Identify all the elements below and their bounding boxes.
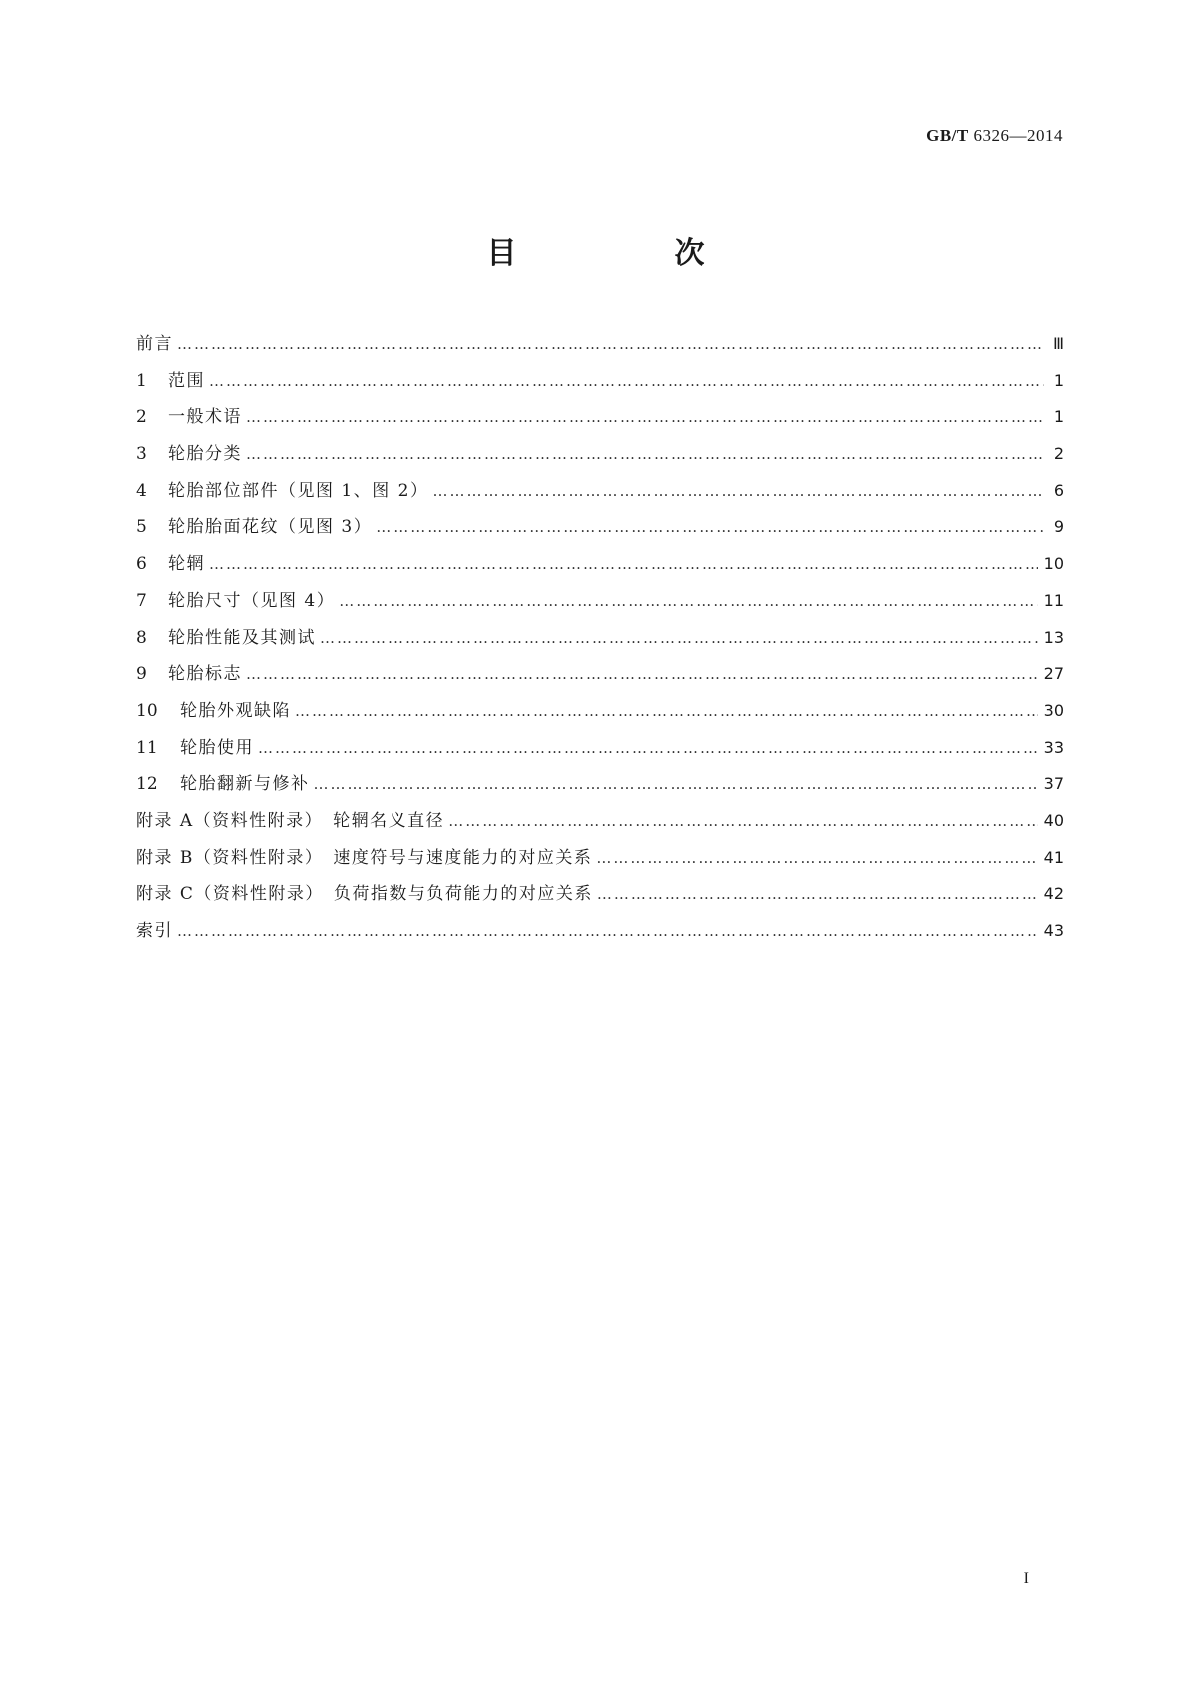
toc-label: 轮胎分类 [168, 444, 242, 465]
toc-page-number: 6 [1053, 480, 1064, 500]
toc-page-number: 30 [1043, 700, 1064, 720]
toc-leader [246, 436, 1044, 473]
toc-page-number: 42 [1043, 884, 1064, 904]
toc-leader [177, 326, 1044, 363]
toc-entry-6[interactable] [136, 546, 1064, 583]
toc-leader [246, 399, 1044, 436]
toc-leader [339, 583, 1037, 620]
toc-leader [432, 473, 1044, 510]
table-of-contents [136, 326, 1064, 950]
toc-page-number: 1 [1053, 407, 1064, 427]
toc-page-number: 27 [1043, 664, 1064, 684]
toc-entry-3[interactable] [136, 436, 1064, 473]
toc-label: 轮胎部位部件（见图 1、图 2） [168, 480, 429, 501]
toc-label: 附录 B（资料性附录） 速度符号与速度能力的对应关系 [136, 847, 593, 868]
toc-section-number: 11 [136, 737, 158, 758]
toc-leader [295, 693, 1038, 730]
toc-entry-9[interactable] [136, 656, 1064, 693]
toc-entry-11[interactable] [136, 730, 1064, 767]
toc-label: 索引 [136, 921, 173, 941]
toc-page-number: 2 [1053, 444, 1064, 464]
toc-entry-4[interactable] [136, 473, 1064, 510]
toc-leader [314, 766, 1038, 803]
toc-entry-2[interactable] [136, 399, 1064, 436]
toc-entry-annex-c[interactable] [136, 876, 1064, 913]
toc-entry-8[interactable] [136, 620, 1064, 657]
toc-label: 附录 C（资料性附录） 负荷指数与负荷能力的对应关系 [136, 884, 593, 905]
toc-page-number: 11 [1043, 590, 1064, 610]
toc-page-number: Ⅲ [1052, 334, 1064, 353]
toc-page-number: 41 [1043, 847, 1064, 867]
toc-section-number: 2 [136, 407, 147, 428]
toc-section-number: 9 [136, 664, 147, 685]
toc-label: 轮胎使用 [180, 737, 254, 758]
toc-leader [597, 876, 1038, 913]
toc-entry-12[interactable] [136, 766, 1064, 803]
toc-leader [258, 730, 1038, 767]
toc-entry-7[interactable] [136, 583, 1064, 620]
toc-page-number: 13 [1043, 627, 1064, 647]
toc-label: 轮胎标志 [168, 664, 242, 685]
toc-leader [596, 840, 1037, 877]
toc-leader [320, 620, 1038, 657]
toc-page-number: 43 [1043, 921, 1064, 940]
toc-label: 轮辋 [168, 554, 205, 575]
toc-leader [246, 656, 1038, 693]
toc-entry-foreword[interactable] [136, 326, 1064, 363]
toc-section-number: 10 [136, 700, 158, 721]
toc-section-number: 7 [136, 590, 147, 611]
toc-label: 范围 [168, 370, 205, 391]
toc-section-number: 5 [136, 517, 147, 538]
toc-label: 一般术语 [168, 407, 242, 428]
toc-entry-1[interactable] [136, 363, 1064, 400]
toc-label: 轮胎性能及其测试 [168, 627, 316, 648]
toc-page-number: 37 [1043, 774, 1064, 794]
toc-label: 轮胎外观缺陷 [180, 700, 291, 721]
toc-entry-10[interactable] [136, 693, 1064, 730]
toc-section-number: 3 [136, 444, 147, 465]
toc-leader [209, 363, 1044, 400]
toc-section-number: 6 [136, 554, 147, 575]
toc-entry-annex-b[interactable] [136, 840, 1064, 877]
toc-section-number: 1 [136, 370, 147, 391]
page-title: 目 次 [486, 236, 769, 271]
toc-section-number: 4 [136, 480, 147, 501]
toc-leader [376, 509, 1044, 546]
toc-leader [448, 803, 1037, 840]
standard-code [926, 126, 1063, 146]
toc-leader [209, 546, 1038, 583]
toc-page-number: 40 [1043, 810, 1064, 830]
toc-page-number: 33 [1043, 737, 1064, 757]
page-number: I [1023, 1570, 1029, 1587]
toc-entry-index[interactable] [136, 913, 1064, 950]
toc-section-number: 12 [136, 774, 158, 795]
toc-section-number: 8 [136, 627, 147, 648]
toc-entry-5[interactable] [136, 509, 1064, 546]
toc-label: 前言 [136, 334, 173, 354]
standard-prefix: GB/T [926, 126, 969, 145]
toc-leader [177, 913, 1038, 950]
toc-label: 轮胎翻新与修补 [180, 774, 310, 795]
toc-page-number: 10 [1043, 554, 1064, 574]
toc-page-number: 9 [1053, 517, 1064, 537]
standard-number: 6326—2014 [973, 126, 1063, 145]
toc-entry-annex-a[interactable] [136, 803, 1064, 840]
toc-page-number: 1 [1053, 370, 1064, 390]
toc-label: 附录 A（资料性附录） 轮辋名义直径 [136, 810, 445, 831]
toc-label: 轮胎尺寸（见图 4） [168, 590, 336, 611]
toc-label: 轮胎胎面花纹（见图 3） [168, 517, 373, 538]
